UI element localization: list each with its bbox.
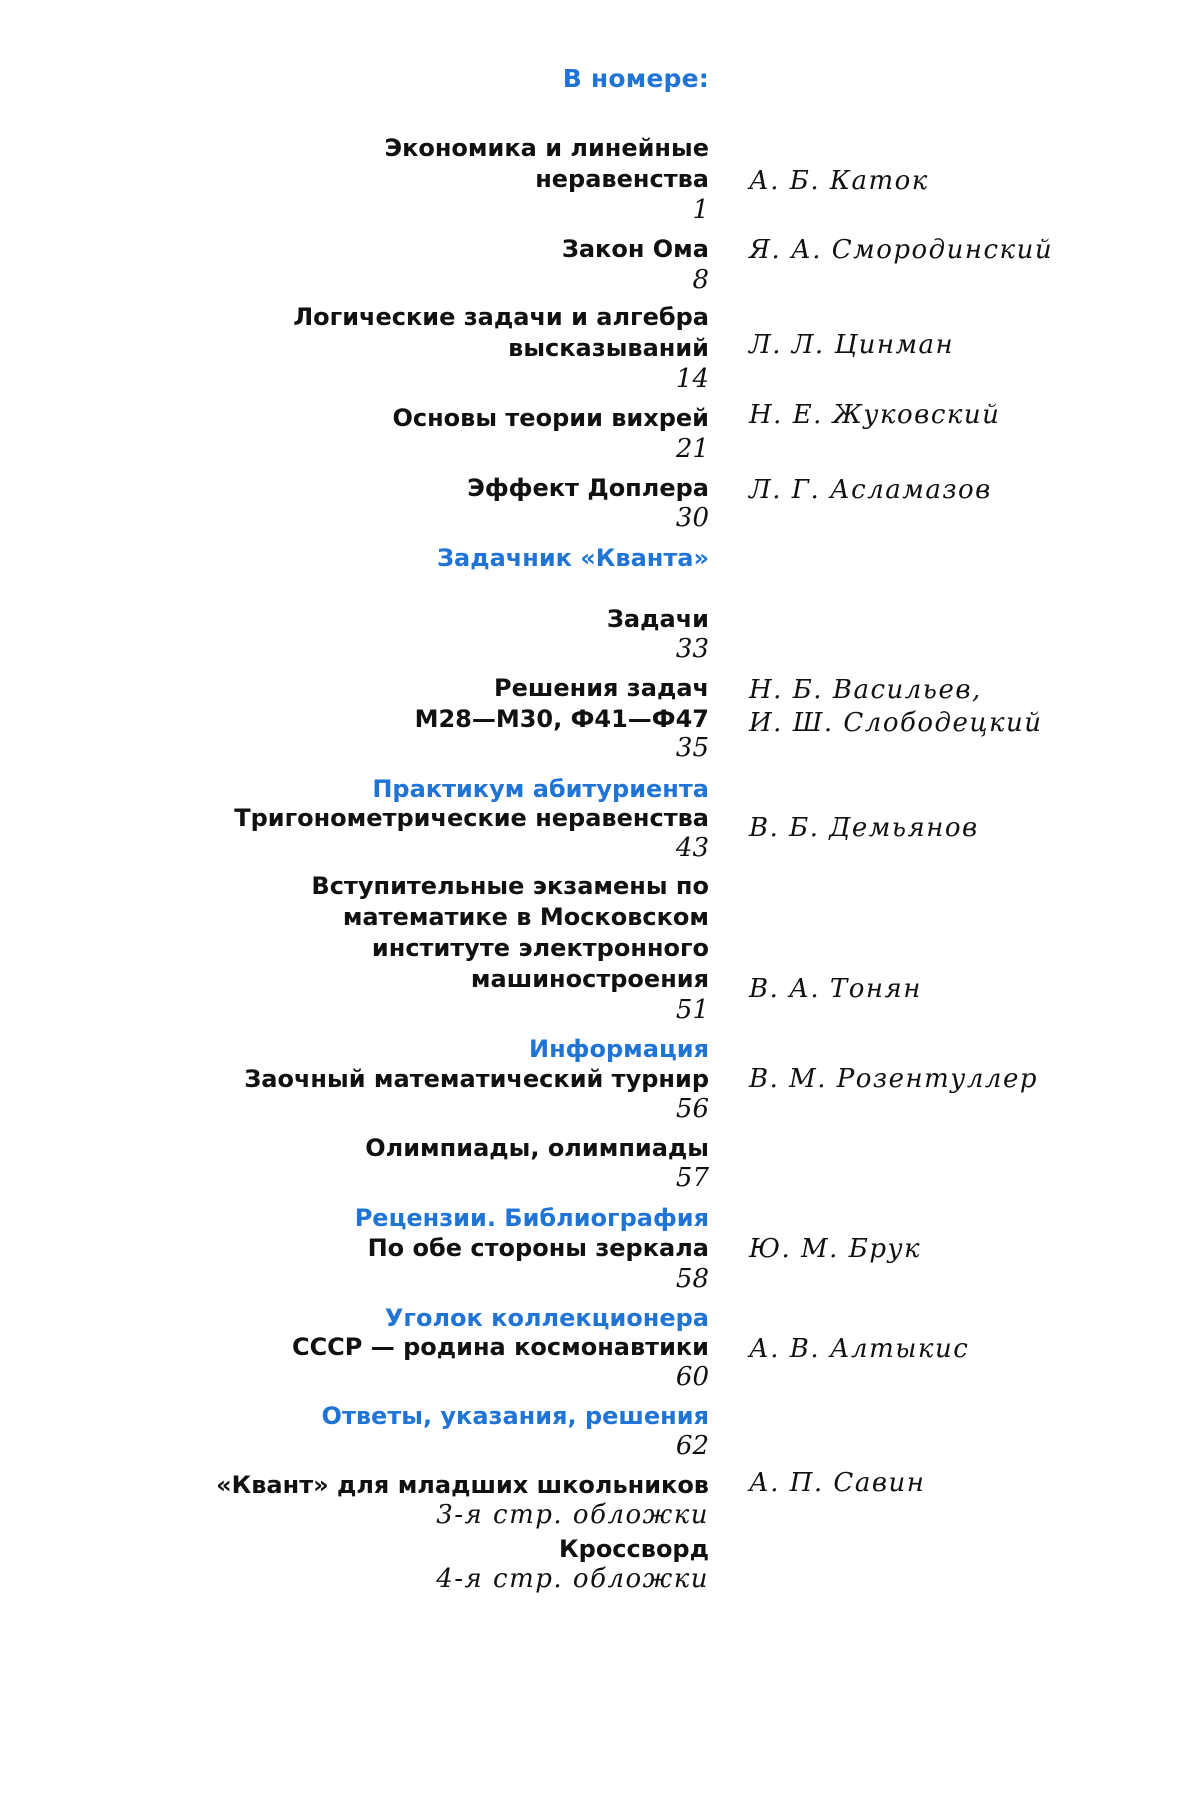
article-title-logic[interactable]: [0, 302, 709, 364]
title-line: СССР — родина космонавтики: [291, 1333, 709, 1361]
article-title-economics[interactable]: [0, 133, 709, 195]
title-line: Основы теории вихрей: [392, 404, 709, 432]
article-title-doppler[interactable]: [0, 473, 709, 504]
page-number: 4-я стр. обложки: [436, 1564, 709, 1594]
title-line: институте электронного: [371, 934, 709, 962]
title-line: Задачи: [606, 605, 709, 633]
article-author: А. В. Алтыкис: [749, 1334, 970, 1364]
title-line: Эффект Доплера: [467, 474, 709, 502]
title-line: Экономика и линейные: [384, 134, 709, 162]
page-number: 8: [692, 265, 709, 295]
article-title-tournament[interactable]: [0, 1064, 709, 1095]
article-title-exams[interactable]: [0, 871, 709, 995]
title-line: высказываний: [508, 334, 709, 362]
page-number: 56: [675, 1094, 709, 1124]
article-title-olympiads[interactable]: [0, 1133, 709, 1164]
title-line: Логические задачи и алгебра: [293, 303, 709, 331]
article-title-mirror[interactable]: [0, 1233, 709, 1264]
title-line: машиностроения: [470, 965, 709, 993]
article-author: А. П. Савин: [749, 1468, 926, 1498]
page-number: 1: [692, 195, 709, 225]
page-number: 58: [675, 1264, 709, 1294]
contents-title: В номере:: [562, 64, 709, 93]
page-number: 14: [675, 364, 709, 394]
title-line: М28—М30, Ф41—Ф47: [414, 705, 709, 733]
article-title-problems[interactable]: [0, 604, 709, 635]
title-line: Заочный математический турнир: [244, 1065, 709, 1093]
article-author: Я. А. Смородинский: [749, 235, 1054, 265]
rubric-answers[interactable]: Ответы, указания, решения: [321, 1402, 709, 1430]
page-number: 35: [675, 733, 709, 763]
article-author: В. А. Тонян: [749, 974, 922, 1004]
author-line: И. Ш. Слободецкий: [749, 708, 1043, 738]
rubric-reviews[interactable]: Рецензии. Библиография: [354, 1204, 709, 1232]
article-author: В. М. Розентуллер: [749, 1064, 1039, 1094]
rubric-praktikum[interactable]: Практикум абитуриента: [372, 775, 709, 803]
page-number: 33: [675, 634, 709, 664]
page-number: 43: [675, 833, 709, 863]
page-number: 21: [675, 434, 709, 464]
article-author: Л. Г. Асламазов: [749, 475, 992, 505]
title-line: Решения задач: [494, 674, 709, 702]
page-number: 62: [675, 1431, 709, 1461]
page-number: 51: [675, 995, 709, 1025]
rubric-collector[interactable]: Уголок коллекционера: [384, 1304, 709, 1332]
article-author: В. Б. Демьянов: [749, 813, 979, 843]
page-number: 3-я стр. обложки: [436, 1500, 709, 1530]
article-author: Ю. М. Брук: [749, 1234, 922, 1264]
article-title-cosmonautics[interactable]: [0, 1332, 709, 1363]
author-line: Н. Б. Васильев,: [749, 675, 982, 705]
title-line: Тригонометрические неравенства: [234, 804, 709, 832]
rubric-zadachnik[interactable]: Задачник «Кванта»: [436, 544, 709, 572]
article-author: Н. Е. Жуковский: [749, 400, 1001, 430]
article-author: Л. Л. Цинман: [749, 330, 955, 360]
title-line: Вступительные экзамены по: [311, 872, 709, 900]
title-line: математике в Московском: [342, 903, 709, 931]
page-number: 30: [675, 503, 709, 533]
article-authors: [749, 674, 1043, 740]
title-line: неравенства: [535, 165, 709, 193]
article-title-kvant-junior[interactable]: [0, 1470, 709, 1501]
article-title-vortex[interactable]: [0, 403, 709, 434]
article-title-solutions[interactable]: [0, 673, 709, 735]
title-line: «Квант» для младших школьников: [216, 1471, 709, 1499]
title-line: Закон Ома: [561, 235, 709, 263]
title-line: Кроссворд: [559, 1535, 709, 1563]
article-author: А. Б. Каток: [749, 166, 929, 196]
page-number: 57: [675, 1163, 709, 1193]
article-title-ohm[interactable]: [0, 234, 709, 265]
rubric-info[interactable]: Информация: [529, 1035, 709, 1063]
article-title-trig[interactable]: [0, 803, 709, 834]
article-title-crossword[interactable]: [0, 1534, 709, 1565]
title-line: По обе стороны зеркала: [367, 1234, 709, 1262]
page-number: 60: [675, 1362, 709, 1392]
title-line: Олимпиады, олимпиады: [365, 1134, 709, 1162]
